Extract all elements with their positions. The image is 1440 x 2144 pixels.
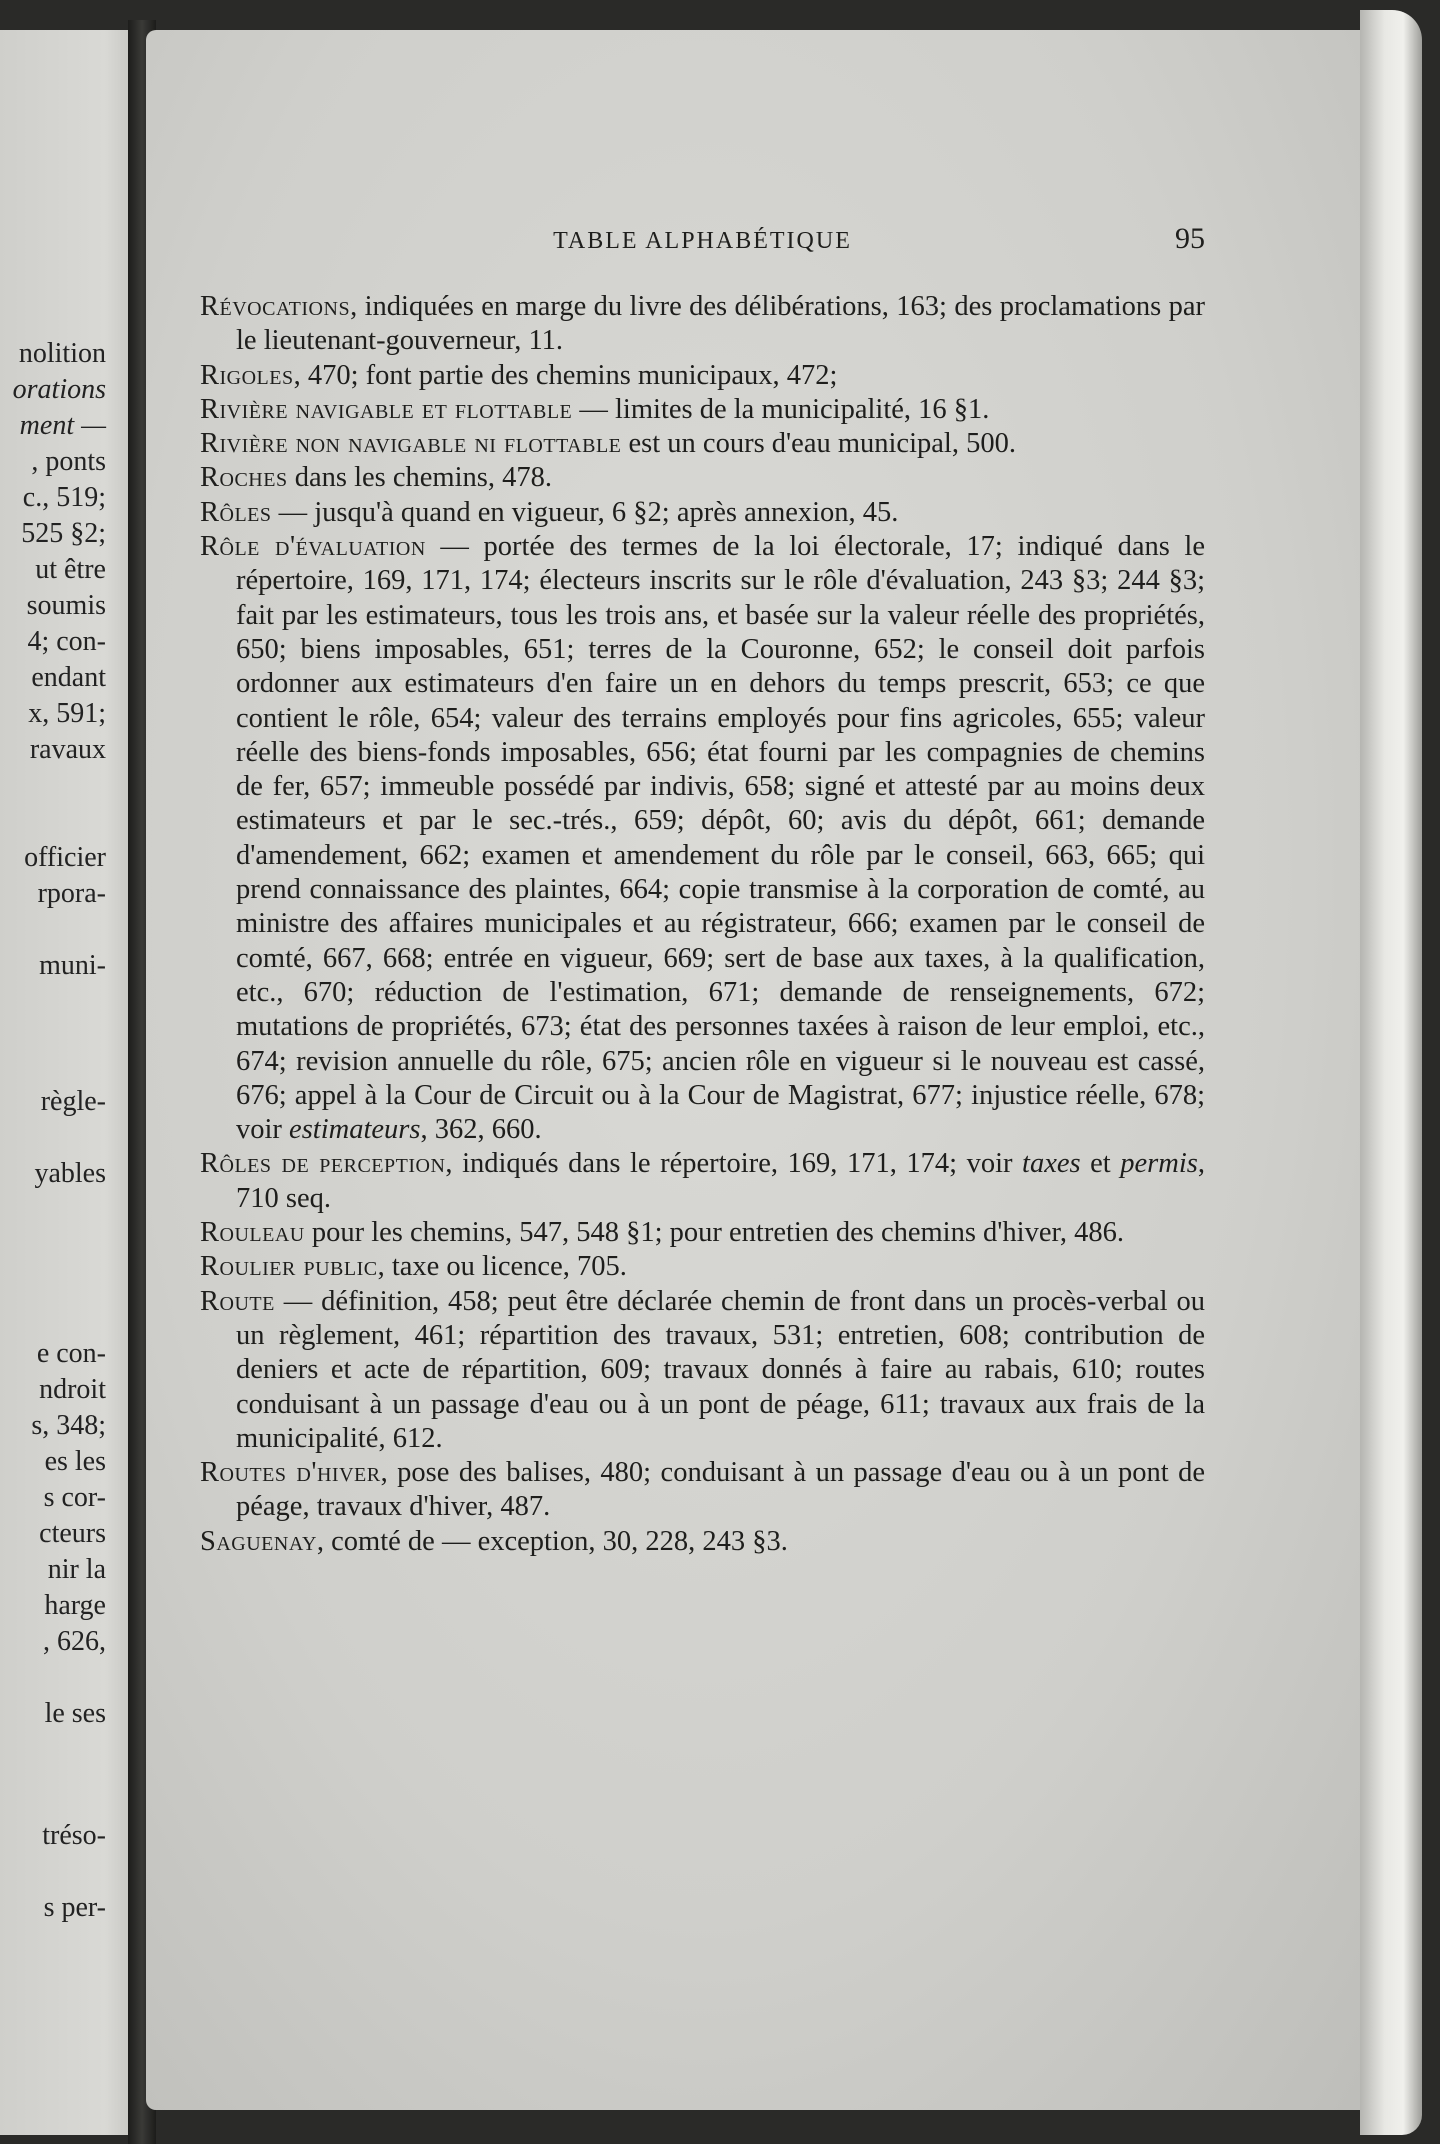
entry-headword: Révocations [200,291,351,322]
entry-headword: Routes d'hiver [200,1457,381,1489]
entry-headword: Rôle d'évaluation [200,531,426,563]
facing-page-text-fragment: s cor- [43,1482,106,1513]
entry-headword: Roulier public [200,1251,378,1283]
entry-headword: Rigoles [200,359,294,391]
facing-page-text-fragment: nolition [18,338,106,369]
index-entry [200,290,1205,359]
facing-page-text-fragment: x, 591; [28,698,106,729]
facing-page-text-fragment: cteurs [39,1518,106,1549]
page-number: 95 [1175,222,1205,255]
facing-page-text-fragment: rpora- [37,878,106,909]
facing-page-text-fragment: tréso- [42,1820,106,1851]
facing-page-text-fragment: 525 §2; [21,518,106,549]
facing-page-text-fragment: ravaux [29,734,106,765]
index-entry [200,1525,1205,1559]
page-header [200,222,1205,258]
index-entry [200,1147,1205,1216]
facing-page-text-fragment: es les [44,1446,106,1477]
entry-headword: Roches [200,462,288,494]
facing-page-text-fragment: endant [31,662,106,693]
index-entry [200,427,1205,461]
entry-text: — définition, 458; peut être déclarée chemin de front dans un procès-verbal ou un règlement, 461; répartition des travaux, 531; entretien, 608; contribution de deniers et acte de répartition, 609; travaux donnés à faire au rabais, 610; routes conduisant à un passage d'eau ou à un pont de péage, 611; travaux aux frais de la municipalité, 612. [236,1285,1205,1454]
entry-headword: Rôles [200,496,272,528]
entry-text: — jusqu'à quand en vigueur, 6 §2; après annexion, 45. [271,496,899,528]
entry-italic-ref: permis [1120,1148,1198,1180]
entry-text: , indiquées en marge du livre des délibérations, 163; des proclamations par le lieutenant-gouverneur, 11. [236,291,1205,357]
index-entry [200,359,1205,393]
entry-headword: Route [200,1285,275,1317]
facing-page-text-fragment: c., 519; [22,482,106,513]
index-entries [200,290,1205,1559]
index-entry [200,496,1205,530]
facing-page-text-fragment: e con- [36,1338,106,1369]
facing-page-text-fragment: ment — [19,410,106,441]
entry-headword: Rivière non navigable ni flottable [200,428,622,460]
facing-page-text-fragment: muni- [39,950,106,981]
facing-page-text-fragment: ndroit [39,1374,106,1405]
entry-text: — portée des termes de la loi électorale, 17; indiqué dans le répertoire, 169, 171, 174; électeurs inscrits sur le rôle d'évaluation, 243 §3; 244 §3; fait par les estimateurs, tous les trois ans, et basée sur la valeur réelle des propriétés, 650; biens imposables, 651; terres de la Couronne, 652; le conseil doit parfois ordonner aux estimateurs d'en faire un en dehors du temps prescrit, 653; ce que contient le rôle, 654; valeur des terrains employés pour fins agricoles, 655; valeur réelle des biens-fonds imposables, 656; état fourni par les compagnies de chemins de fer, 657; immeuble possédé par indivis, 658; signé et attesté par au moins deux estimateurs et par le sec.-trés., 659; dépôt, 60; avis du dépôt, 661; demande d'amendement, 662; examen et amendement du rôle par le conseil, 663, 665; qui prend connaissance des plaintes, 664; copie transmise à la corporation de comté, au ministre des affaires municipales et au régistrateur, 666; examen par le conseil de comté, 667, 668; entrée en vigueur, 669; sert de base aux taxes, à la qualification, etc., 670; réduction de l'estimation, 671; demande de renseignements, 672; mutations de propriétés, 673; état des personnes taxées à raison de leur emploi, etc., 674; revision annuelle du rôle, 675; ancien rôle en vigueur si le nouveau est cassé, 676; appel à la Cour de Circuit ou à la Cour de Magistrat, 677; injustice réelle, 678; voir [236,531,1205,1146]
facing-page-text-fragment: s, 348; [31,1410,106,1441]
entry-text: , indiqués dans le répertoire, 169, 171, 174; voir [445,1148,1023,1180]
facing-page-text-fragment: harge [44,1590,106,1621]
facing-page-text-fragment: orations [12,374,106,405]
index-entry [200,393,1205,427]
entry-text: est un cours d'eau municipal, 500. [621,428,1016,460]
facing-page-text-fragment: , 626, [43,1626,106,1657]
facing-page-text-fragment: s per- [43,1892,106,1923]
entry-headword: Rivière navigable et flottable [200,393,573,425]
entry-tail: , 362, 660. [420,1114,542,1146]
index-entry [200,1250,1205,1284]
entry-text: — limites de la municipalité, 16 §1. [572,393,990,425]
entry-italic-ref: estimateurs [289,1114,421,1146]
entry-italic-ref: taxes [1022,1148,1081,1180]
entry-text: , pose des balises, 480; conduisant à un passage d'eau ou à un pont de péage, travaux d'hiver, 487. [236,1457,1205,1523]
entry-headword: Rouleau [200,1217,305,1249]
facing-page-text-fragment: le ses [44,1698,106,1729]
facing-page-text-fragment: , ponts [31,446,106,477]
facing-page-text-fragment: nir la [47,1554,106,1585]
facing-page-text-fragment: yables [34,1158,106,1189]
entry-headword: Rôles de perception [200,1148,446,1180]
index-entry [200,1216,1205,1250]
entry-text: , comté de — exception, 30, 228, 243 §3. [316,1525,788,1557]
facing-page-text-fragment: soumis [26,590,106,621]
index-entry [200,530,1205,1147]
index-entry [200,461,1205,495]
index-entry [200,1285,1205,1456]
entry-text: , taxe ou licence, 705. [377,1251,627,1283]
entry-text: , 470; font partie des chemins municipaux, 472; [293,359,838,391]
entry-text: dans les chemins, 478. [287,462,552,494]
facing-page-text-fragment: règle- [40,1086,106,1117]
index-entry [200,1456,1205,1525]
entry-headword: Saguenay [200,1525,317,1557]
running-head: TABLE ALPHABÉTIQUE [553,228,852,254]
facing-page-text-fragment: 4; con- [27,626,106,657]
entry-tail: , 710 seq. [236,1148,1205,1214]
facing-page-text-fragment: ut être [35,554,106,585]
facing-page-text-fragment: officier [24,842,106,873]
entry-text: pour les chemins, 547, 548 §1; pour entretien des chemins d'hiver, 486. [304,1217,1124,1249]
page-edge [1360,10,1422,2135]
entry-mid: et [1080,1148,1121,1180]
